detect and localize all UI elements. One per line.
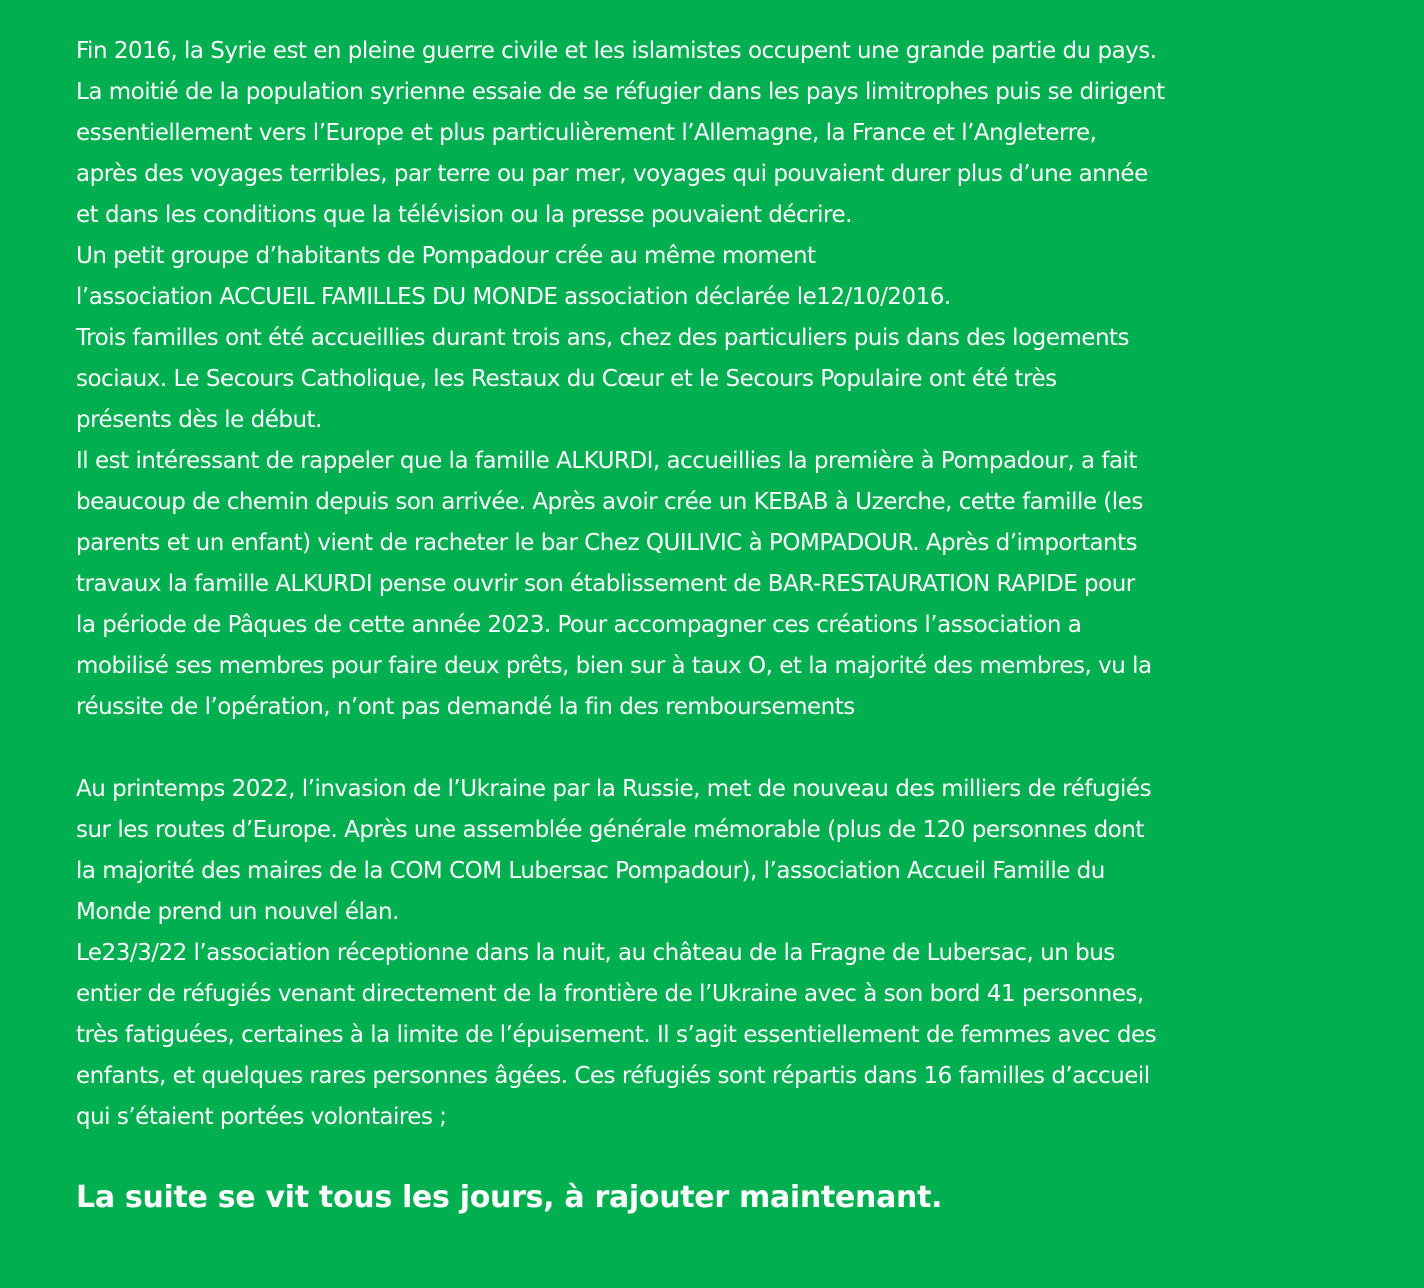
text-line: parents et un enfant) vient de racheter le bar Chez QUILIVIC à POMPADOUR. Après d’importants: [76, 530, 1138, 556]
text-line: et dans les conditions que la télévision ou la presse pouvaient décrire.: [76, 202, 852, 228]
text-line: Un petit groupe d’habitants de Pompadour crée au même moment: [76, 243, 816, 269]
text-line: travaux la famille ALKURDI pense ouvrir son établissement de BAR-RESTAURATION RAPIDE pour: [76, 571, 1135, 597]
text-line: Il est intéressant de rappeler que la famille ALKURDI, accueillies la première à Pompadour, a fait: [76, 448, 1137, 474]
text-line: présents dès le début.: [76, 407, 322, 433]
text-line: la période de Pâques de cette année 2023. Pour accompagner ces créations l’association a: [76, 612, 1082, 638]
text-line: mobilisé ses membres pour faire deux prêts, bien sur à taux O, et la majorité des membres, vu la: [76, 653, 1152, 679]
text-line: la majorité des maires de la COM COM Lubersac Pompadour), l’association Accueil Famille du: [76, 858, 1105, 884]
text-line: La moitié de la population syrienne essaie de se réfugier dans les pays limitrophes puis se dirigent: [76, 79, 1165, 105]
text-line: sociaux. Le Secours Catholique, les Restaux du Cœur et le Secours Populaire ont été très: [76, 366, 1057, 392]
text-line: essentiellement vers l’Europe et plus particulièrement l’Allemagne, la France et l’Angleterre,: [76, 120, 1097, 146]
text-line: sur les routes d’Europe. Après une assemblée générale mémorable (plus de 120 personnes dont: [76, 817, 1144, 843]
text-line: réussite de l’opération, n’ont pas demandé la fin des remboursements: [76, 694, 855, 720]
text-line: Au printemps 2022, l’invasion de l’Ukraine par la Russie, met de nouveau des milliers de réfugiés: [76, 776, 1152, 802]
text-line: qui s’étaient portées volontaires ;: [76, 1104, 447, 1130]
body-text: [76, 31, 1416, 1138]
text-line: Fin 2016, la Syrie est en pleine guerre civile et les islamistes occupent une grande partie du pays.: [76, 38, 1157, 64]
text-line: très fatiguées, certaines à la limite de l’épuisement. Il s’agit essentiellement de femmes avec des: [76, 1022, 1157, 1048]
text-line: entier de réfugiés venant directement de la frontière de l’Ukraine avec à son bord 41 personnes,: [76, 981, 1144, 1007]
paragraph-gap: [76, 728, 1416, 769]
text-line: l’association ACCUEIL FAMILLES DU MONDE association déclarée le12/10/2016.: [76, 284, 951, 310]
text-line: Le23/3/22 l’association réceptionne dans la nuit, au château de la Fragne de Lubersac, un bus: [76, 940, 1115, 966]
text-line: Trois familles ont été accueillies durant trois ans, chez des particuliers puis dans des logements: [76, 325, 1130, 351]
closing-statement: La suite se vit tous les jours, à rajouter maintenant.: [76, 1180, 943, 1215]
text-line: Monde prend un nouvel élan.: [76, 899, 399, 925]
text-line: enfants, et quelques rares personnes âgées. Ces réfugiés sont répartis dans 16 familles d’accueil: [76, 1063, 1150, 1089]
text-line: après des voyages terribles, par terre ou par mer, voyages qui pouvaient durer plus d’une année: [76, 161, 1148, 187]
text-line: beaucoup de chemin depuis son arrivée. Après avoir crée un KEBAB à Uzerche, cette famille (les: [76, 489, 1143, 515]
